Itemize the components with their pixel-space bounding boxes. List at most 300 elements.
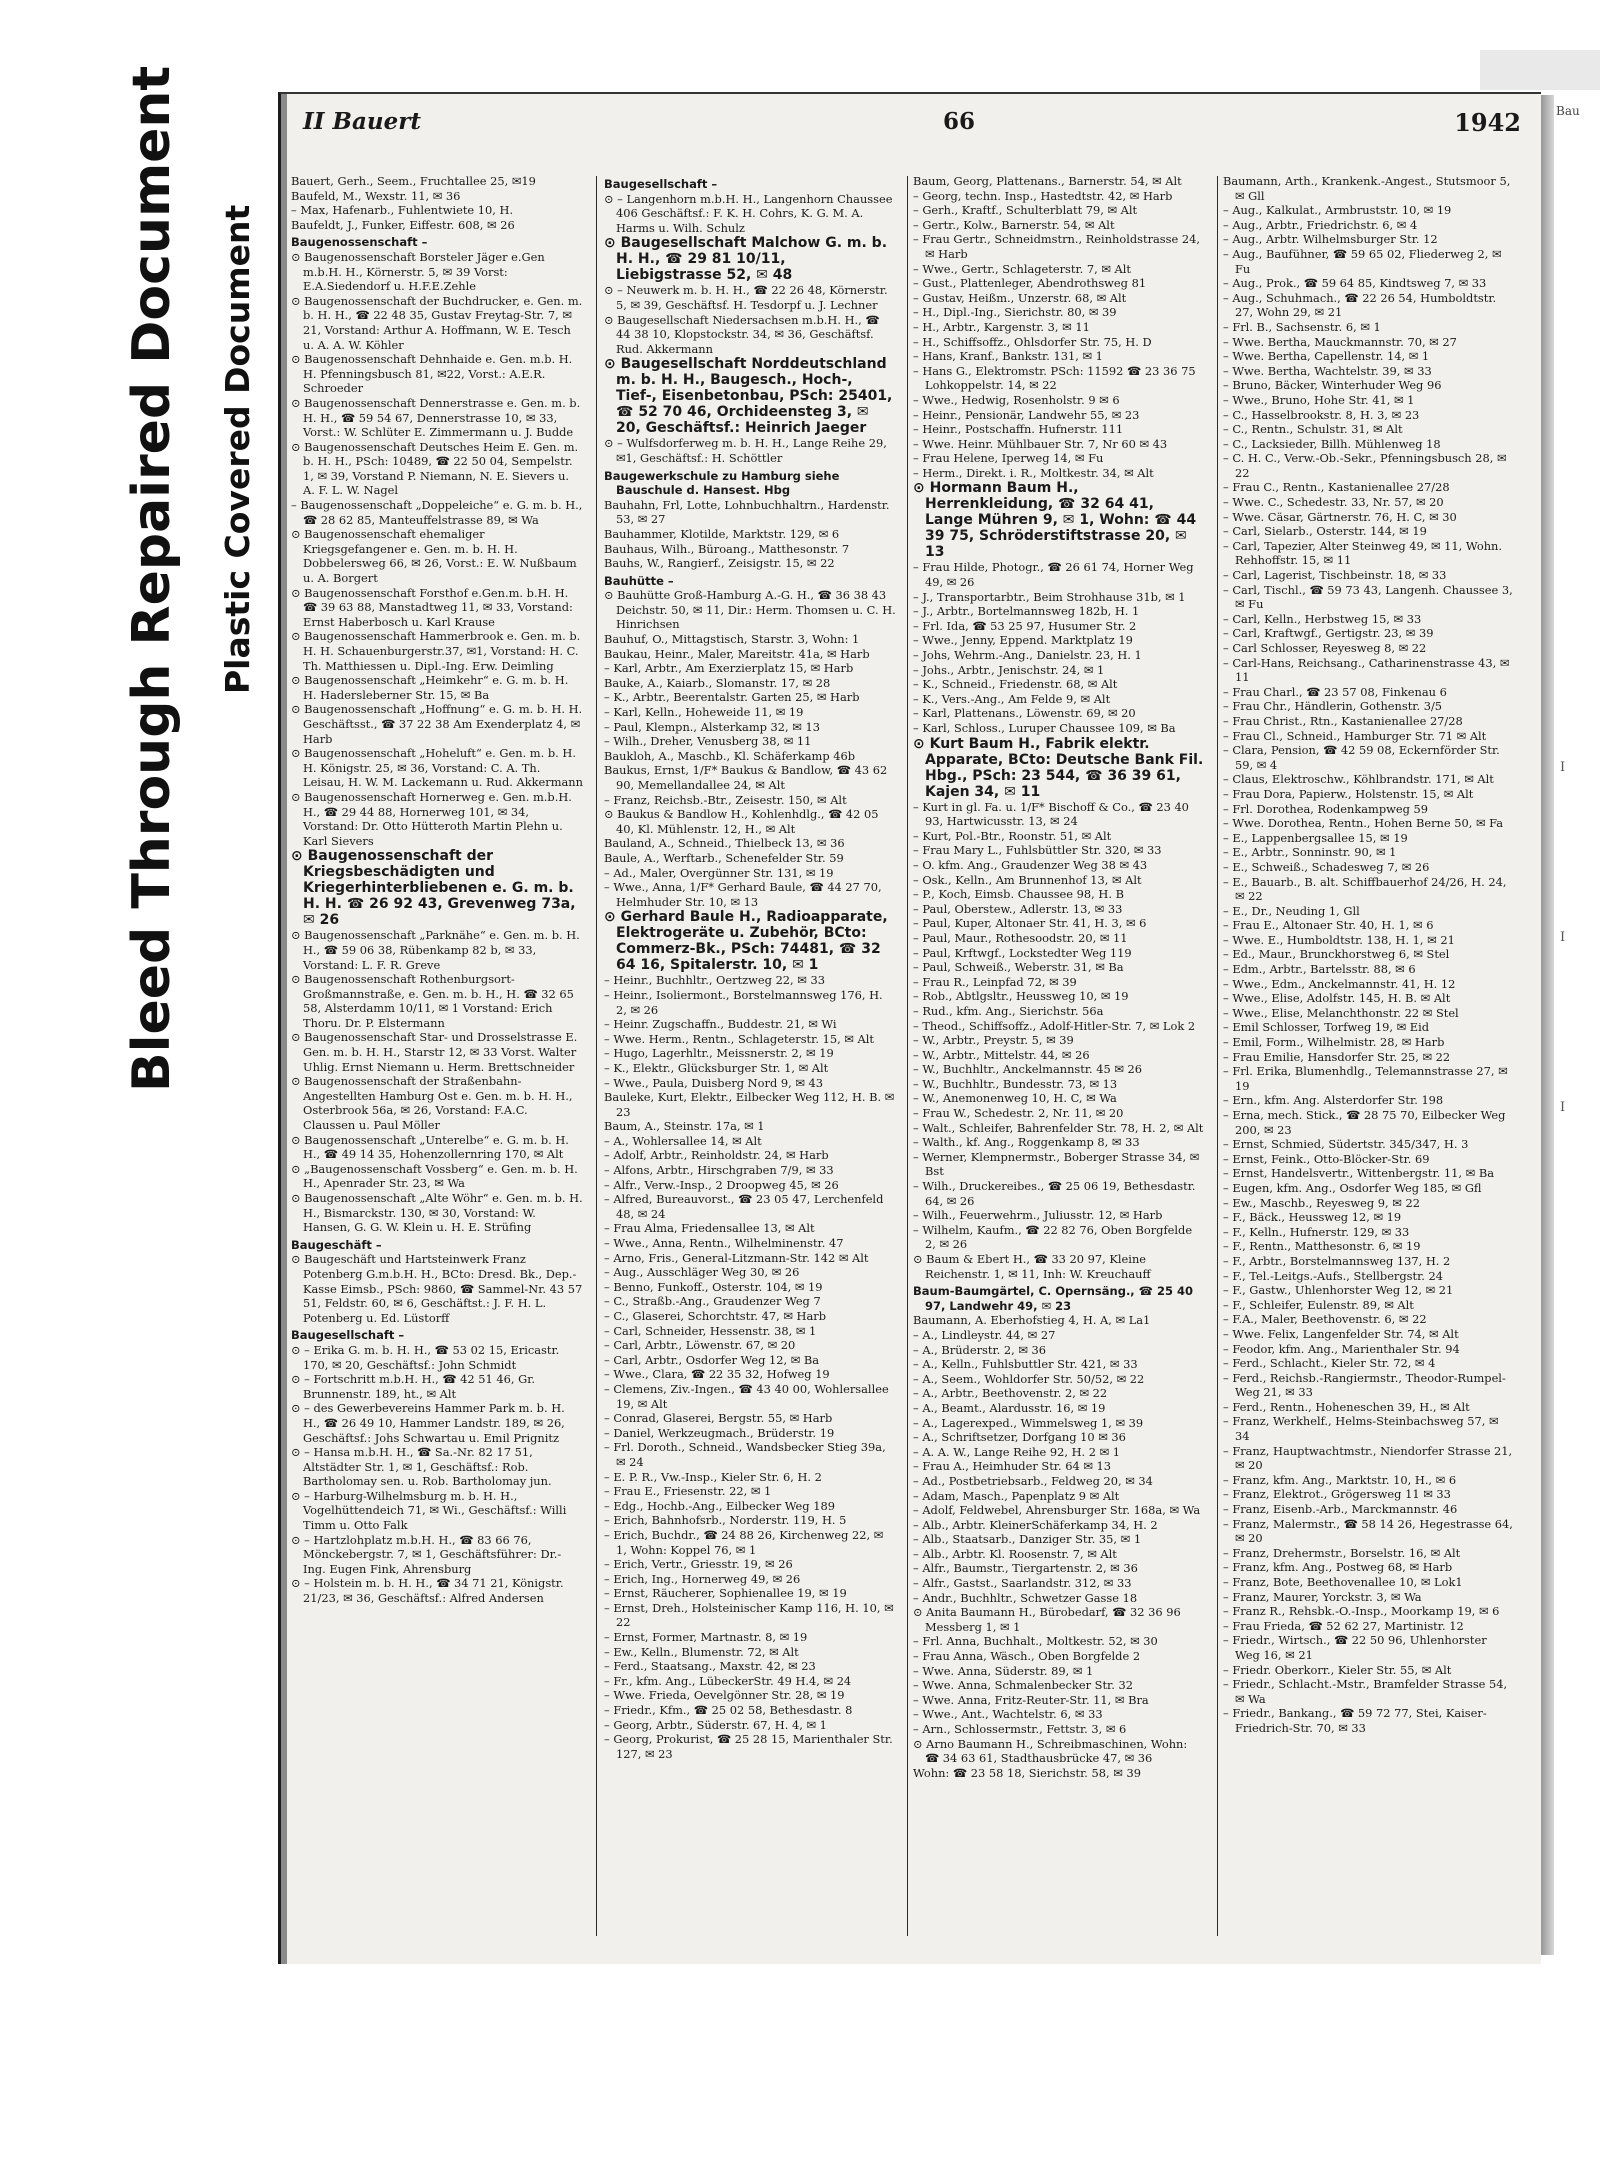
directory-entry: – W., Anemonenweg 10, H. C, ✉ Wa — [913, 1091, 1117, 1106]
directory-entry: ⊙ – des Gewerbevereins Hammer Park m. b. H. H., ☎ 26 49 10, Hammer Landstr. 189, ✉ 26, Geschäftsf.: Johs Schwartau u. Emil Prignitz — [291, 1401, 565, 1445]
directory-entry: – Wwe., Edm., Anckelmannstr. 41, H. 12 — [1223, 976, 1456, 991]
column-2 — [604, 174, 896, 1954]
directory-entry: – Carl, Tapezier, Alter Steinweg 49, ✉ 11, Wohn. Rehhoffstr. 15, ✉ 11 — [1223, 538, 1502, 568]
directory-entry: – Ew., Maschb., Reyesweg 9, ✉ 22 — [1223, 1195, 1420, 1210]
directory-entry: – Alfr., Baumstr., Tiergartenstr. 2, ✉ 36 — [913, 1561, 1138, 1576]
directory-entry: ⊙ Baugenossenschaft „Alte Wöhr“ e. Gen. m. b. H. H., Bismarckstr. 130, ✉ 30, Vorstand: W. Hansen, G. G. W. Klein u. H. E. Strüfing — [291, 1191, 583, 1235]
directory-entry: – F., Schleifer, Eulenstr. 89, ✉ Alt — [1223, 1297, 1414, 1312]
directory-entry: – Ernst, Räucherer, Sophienallee 19, ✉ 19 — [604, 1586, 847, 1601]
directory-entry: – Ew., Kelln., Blumenstr. 72, ✉ Alt — [604, 1644, 799, 1659]
directory-entry: – Wwe. Felix, Langenfelder Str. 74, ✉ Alt — [1223, 1326, 1459, 1341]
directory-entry: – Frau E., Altonaer Str. 40, H. 1, ✉ 6 — [1223, 918, 1434, 933]
directory-entry: – Carl, Kelln., Herbstweg 15, ✉ 33 — [1223, 611, 1422, 626]
directory-entry: – W., Buchhltr., Bundesstr. 73, ✉ 13 — [913, 1076, 1118, 1091]
directory-entry: – Ad., Maler, Overgünner Str. 131, ✉ 19 — [604, 865, 834, 880]
directory-entry: ⊙ Baugenossenschaft Forsthof e.Gen.m. b.H. H. ☎ 39 63 88, Manstadtweg 11, ✉ 33, Vorstand: Ernst Haberbosch u. Karl Krause — [291, 585, 573, 629]
directory-entry: – Ernst, Former, Martnastr. 8, ✉ 19 — [604, 1630, 808, 1645]
directory-entry: – Frau Emilie, Hansdorfer Str. 25, ✉ 22 — [1223, 1049, 1451, 1064]
directory-entry: – Frau Gertr., Schneidmstrn., Reinholdstrasse 24, ✉ Harb — [913, 232, 1200, 261]
directory-entry: – Friedr., Kfm., ☎ 25 02 58, Bethesdastr. 8 — [604, 1703, 853, 1718]
directory-entry: – Karl, Schloss., Luruper Chaussee 109, ✉ Ba — [913, 721, 1176, 735]
directory-entry: – W., Arbtr., Mittelstr. 44, ✉ 26 — [913, 1047, 1090, 1062]
year: 1942 — [1454, 108, 1521, 137]
directory-entry: – Georg, Prokurist, ☎ 25 28 15, Marienthaler Str. 127, ✉ 23 — [604, 1732, 893, 1761]
directory-entry: – Wwe. Anna, Fritz-Reuter-Str. 11, ✉ Bra — [913, 1692, 1149, 1707]
directory-entry: ⊙ Baugenossenschaft Borsteler Jäger e.Gen m.b.H. H., Körnerstr. 5, ✉ 39 Vorst: E.A.Siedendorf u. H.F.E.Zehle — [291, 249, 545, 294]
directory-entry: – K., Schneid., Friedenstr. 68, ✉ Alt — [913, 677, 1118, 692]
directory-entry: – Frau Christ., Rtn., Kastanienallee 27/28 — [1223, 713, 1463, 728]
directory-entry: ⊙ Anita Baumann H., Bürobedarf, ☎ 32 36 96 Messberg 1, ✉ 1 — [913, 1605, 1181, 1634]
directory-entry: – Aug., Ausschläger Weg 30, ✉ 26 — [604, 1265, 800, 1280]
directory-entry: – E., Dr., Neuding 1, Gll — [1223, 903, 1360, 918]
directory-entry: – E., Schweiß., Schadesweg 7, ✉ 26 — [1223, 859, 1430, 874]
directory-entry: ⊙ Baugenossenschaft Dennerstrasse e. Gen. m. b. H. H., ☎ 59 54 67, Dennerstrasse 10, ✉ 33, Vorst.: W. Schlüter E. Zimmermann u. J. Budde — [291, 395, 581, 440]
directory-entry: – C., Rentn., Schulstr. 31, ✉ Alt — [1223, 422, 1403, 437]
directory-entry: ⊙ Baugenossenschaft der Buchdrucker, e. Gen. m. b. H. H., ☎ 22 48 35, Gustav Freytag-Str. 7, ✉ 21, Vorstand: Arthur A. Hoffmann, W. E. Tesch u. A. A. W. Köhler — [291, 293, 583, 352]
directory-entry: – Wwe. Herm., Rentn., Schlageterstr. 15, ✉ Alt — [604, 1031, 874, 1046]
directory-entry: ⊙ Baum & Ebert H., ☎ 33 20 97, Kleine Reichenstr. 1, ✉ 11, Inh: W. Kreuchauff — [913, 1252, 1151, 1281]
directory-entry: – Frau Frieda, ☎ 52 62 27, Martinistr. 12 — [1223, 1618, 1464, 1633]
directory-entry: – Rud., kfm. Ang., Sierichstr. 56a — [913, 1003, 1104, 1018]
directory-entry: – Johs., Arbtr., Jenischstr. 24, ✉ 1 — [913, 662, 1105, 677]
directory-entry: – F., Arbtr., Borstelmannsweg 137, H. 2 — [1223, 1253, 1451, 1268]
section-heading: Baugewerkschule zu Hamburg siehe Bauschule d. Hansest. Hbg — [604, 468, 840, 498]
directory-entry: ⊙ – Hartzlohplatz m.b.H. H., ☎ 83 66 76, Mönckebergstr. 7, ✉ 1, Geschäftsführer: Dr.-Ing. Eugen Fink, Ahrensburg — [291, 1532, 562, 1576]
directory-entry: – Ferd., Staatsang., Maxstr. 42, ✉ 23 — [604, 1659, 816, 1674]
directory-entry: – Eugen, kfm. Ang., Osdorfer Weg 185, ✉ Gfl — [1223, 1180, 1482, 1195]
directory-entry: – Paul, Schweiß., Weberstr. 31, ✉ Ba — [913, 960, 1124, 975]
column-rule — [1217, 176, 1218, 1936]
directory-entry: – Franz, kfm. Ang., Marktstr. 10, H., ✉ 6 — [1223, 1472, 1457, 1487]
directory-entry: – Carl Schlosser, Reyesweg 8, ✉ 22 — [1223, 641, 1427, 655]
directory-entry: – C., Glaserei, Schorchtstr. 47, ✉ Harb — [604, 1309, 827, 1323]
directory-entry: Bauleke, Kurt, Elektr., Eilbecker Weg 112, H. B. ✉ 23 — [604, 1090, 895, 1119]
directory-entry: – Aug., Arbtr. Wilhelmsburger Str. 12 — [1223, 232, 1438, 247]
directory-entry: Bauke, A., Kaiarb., Slomanstr. 17, ✉ 28 — [604, 675, 831, 690]
directory-entry: – Wwe., Clara, ☎ 22 35 32, Hofweg 19 — [604, 1367, 830, 1382]
directory-entry: – Erna, mech. Stick., ☎ 28 75 70, Eilbecker Weg 200, ✉ 23 — [1223, 1108, 1506, 1137]
directory-entry: – Frau Dora, Papierw., Holstenstr. 15, ✉ Alt — [1223, 786, 1474, 801]
directory-entry: – Wwe. Bertha, Mauckmannstr. 70, ✉ 27 — [1223, 334, 1457, 349]
directory-entry: – Erich, Buchdr., ☎ 24 88 26, Kirchenweg 22, ✉ 1, Wohn: Koppel 76, ✉ 1 — [604, 1527, 884, 1557]
directory-entry: – Gertr., Kolw., Barnerstr. 54, ✉ Alt — [913, 217, 1115, 232]
directory-entry: Baum, Georg, Plattenans., Barnerstr. 54, ✉ Alt — [913, 174, 1182, 188]
directory-entry: – Carl, Sielarb., Osterstr. 144, ✉ 19 — [1223, 524, 1427, 539]
directory-entry: – Aug., Schuhmach., ☎ 22 26 54, Humboldtstr. 27, Wohn 29, ✉ 21 — [1223, 290, 1497, 320]
directory-entry: – Ferd., Schlacht., Kieler Str. 72, ✉ 4 — [1223, 1356, 1436, 1371]
directory-entry: – Franz, Werkhelf., Helms-Steinbachsweg 57, ✉ 34 — [1223, 1414, 1499, 1444]
directory-entry: – Theod., Schiffsoffz., Adolf-Hitler-Str. 7, ✉ Lok 2 — [913, 1018, 1196, 1033]
section-heading: Baugenossenschaft – — [291, 235, 428, 250]
directory-entry: – Franz, Elektrot., Grögersweg 11 ✉ 33 — [1223, 1487, 1451, 1502]
directory-entry: – Wwe., Jenny, Eppend. Marktplatz 19 — [913, 633, 1133, 648]
directory-entry: ⊙ Baugenossenschaft Hornerweg e. Gen. m.b.H. H., ☎ 29 44 88, Hornerweg 101, ✉ 34, Vorstand: Dr. Otto Hütteroth Martin Plehn u. Karl Sievers — [291, 789, 572, 848]
directory-entry: – Friedr. Oberkorr., Kieler Str. 55, ✉ Alt — [1223, 1662, 1452, 1677]
directory-entry: Baufeldt, J., Funker, Eiffestr. 608, ✉ 26 — [291, 217, 515, 232]
directory-entry: ⊙ Baugenossenschaft „Hoheluft“ e. Gen. m. b. H. H. Königstr. 25, ✉ 36, Vorstand: C. A. Th. Leisau, H. W. M. Lackemann u. Rud. Akkermann — [291, 746, 583, 790]
adjacent-page-mark: I — [1560, 760, 1566, 775]
directory-entry: – Heinr., Pensionär, Landwehr 55, ✉ 23 — [913, 407, 1140, 422]
directory-entry: – Franz, kfm. Ang., Postweg 68, ✉ Harb — [1223, 1560, 1453, 1575]
directory-entry: ⊙ Hormann Baum H., Herrenkleidung, ☎ 32 64 41, Lange Mühren 9, ✉ 1, Wohn: ☎ 44 39 75, Schröderstiftstrasse 20, ✉ 13 — [913, 480, 1197, 561]
directory-entry: – A. A. W., Lange Reihe 92, H. 2 ✉ 1 — [913, 1444, 1121, 1459]
section-heading: Baugeschäft – — [291, 1237, 382, 1252]
directory-entry: – K., Elektr., Glücksburger Str. 1, ✉ Alt — [604, 1060, 829, 1075]
directory-entry: – W., Arbtr., Preystr. 5, ✉ 39 — [913, 1033, 1074, 1048]
directory-entry: – Frau C., Rentn., Kastanienallee 27/28 — [1223, 480, 1450, 495]
directory-entry: ⊙ – Erika G. m. b. H. H., ☎ 53 02 15, Ericastr. 170, ✉ 20, Geschäftsf.: John Schmidt — [291, 1342, 560, 1372]
directory-page — [278, 92, 1541, 1964]
directory-entry: – Frau Hilde, Photogr., ☎ 26 61 74, Horner Weg 49, ✉ 26 — [913, 560, 1194, 590]
directory-entry: ⊙ Baugenossenschaft der Kriegsbeschädigten und Kriegerhinterbliebenen e. G. m. b. H. H. ☎ 26 92 43, Grevenweg 73a, ✉ 26 — [291, 848, 576, 929]
directory-entry: – Alfred, Bureauvorst., ☎ 23 05 47, Lerchenfeld 48, ✉ 24 — [604, 1192, 884, 1221]
directory-entry: – Frau Charl., ☎ 23 57 08, Finkenau 6 — [1223, 684, 1447, 699]
directory-entry: – Clara, Pension, ☎ 42 59 08, Eckernförder Str. 59, ✉ 4 — [1223, 743, 1500, 772]
directory-entry: – Karl, Arbtr., Am Exerzierplatz 15, ✉ Harb — [604, 661, 854, 676]
directory-entry: ⊙ Baukus & Bandlow H., Kohlenhdlg., ☎ 42 05 40, Kl. Mühlenstr. 12, H., ✉ Alt — [604, 807, 879, 836]
directory-entry: – Carl, Arbtr., Löwenstr. 67, ✉ 20 — [604, 1338, 796, 1353]
directory-entry: – Paul, Kuper, Altonaer Str. 41, H. 3, ✉ 6 — [913, 916, 1147, 931]
directory-entry: – F., Bäck., Heussweg 12, ✉ 19 — [1223, 1210, 1402, 1225]
directory-entry: ⊙ Baugenossenschaft „Unterelbe“ e. G. m. b. H. H., ☎ 49 14 35, Hohenzollernring 170, ✉ Alt — [291, 1132, 569, 1162]
directory-entry: – Emil, Form., Wilhelmistr. 28, ✉ Harb — [1223, 1035, 1445, 1050]
directory-entry: – Frau Chr., Händlerin, Gothenstr. 3/5 — [1223, 699, 1443, 714]
directory-entry: – Herm., Direkt. i. R., Moltkestr. 34, ✉ Alt — [913, 465, 1154, 480]
directory-entry: – Wwe. Heinr. Mühlbauer Str. 7, Nr 60 ✉ 43 — [913, 436, 1168, 451]
directory-entry: – Edm., Arbtr., Bartelsstr. 88, ✉ 6 — [1223, 962, 1416, 977]
directory-entry: ⊙ Baugenossenschaft der Straßenbahn-Angestellten Hamburg Ost e. Gen. m. b. H. H., Osterbrook 56a, ✉ 26, Vorstand: F.A.C. Claussen u. Paul Möller — [291, 1074, 573, 1133]
column-rule — [596, 176, 597, 1936]
directory-entry: – Franz, Eisenb.-Arb., Marckmannstr. 46 — [1223, 1502, 1458, 1517]
directory-entry: – Feodor, kfm. Ang., Marienthaler Str. 94 — [1223, 1341, 1460, 1356]
directory-entry: – P., Koch, Eimsb. Chaussee 98, H. B — [913, 887, 1124, 902]
directory-entry: – Wwe., Anna, Rentn., Wilhelminenstr. 47 — [604, 1236, 844, 1251]
directory-entry: ⊙ Baugenossenschaft „Parknähe“ e. Gen. m. b. H. H., ☎ 59 06 38, Rübenkamp 82 b, ✉ 33, Vorstand: L. F. R. Greve — [291, 928, 580, 972]
directory-entry: ⊙ – Neuwerk m. b. H. H., ☎ 22 26 48, Körnerstr. 5, ✉ 39, Geschäftsf. H. Tesdorpf u. J. Lechner — [604, 283, 888, 312]
directory-entry: – Karl, Kelln., Hoheweide 11, ✉ 19 — [604, 705, 804, 720]
directory-entry: – Frl. B., Sachsenstr. 6, ✉ 1 — [1223, 319, 1381, 334]
directory-entry: Baumann, Arth., Krankenk.-Angest., Stutsmoor 5, ✉ Gll — [1223, 174, 1511, 203]
directory-entry: – C. H. C., Verw.-Ob.-Sekr., Pfenningsbusch 28, ✉ 22 — [1223, 451, 1507, 480]
directory-entry: – Frau Mary L., Fuhlsbüttler Str. 320, ✉ 33 — [913, 843, 1162, 858]
directory-entry: – E. P. R., Vw.-Insp., Kieler Str. 6, H. 2 — [604, 1469, 822, 1484]
directory-entry: – Friedr., Bankang., ☎ 59 72 77, Stei, Kaiser-Friedrich-Str. 70, ✉ 33 — [1223, 1706, 1487, 1735]
directory-entry: – H., Arbtr., Kargenstr. 3, ✉ 11 — [913, 319, 1090, 334]
directory-entry: – Gerh., Kraftf., Schulterblatt 79, ✉ Alt — [913, 203, 1138, 218]
directory-entry: ⊙ Baugenossenschaft „Heimkehr“ e. G. m. b. H. H. Hadersleberner Str. 15, ✉ Ba — [291, 673, 569, 702]
directory-entry: Bauhuf, O., Mittagstisch, Starstr. 3, Wohn: 1 — [604, 632, 860, 647]
section-heading: Baugesellschaft – — [291, 1328, 405, 1343]
directory-entry: – C., Lacksieder, Billh. Mühlenweg 18 — [1223, 436, 1441, 451]
directory-entry: – W., Buchhltr., Anckelmannstr. 45 ✉ 26 — [913, 1062, 1143, 1077]
directory-entry: – Heinr. Zugschaffn., Buddestr. 21, ✉ Wi — [604, 1017, 837, 1032]
directory-entry: – Karl, Plattenans., Löwenstr. 69, ✉ 20 — [913, 706, 1136, 721]
directory-entry: – H., Schiffsoffz., Ohlsdorfer Str. 75, H. D — [913, 334, 1152, 349]
directory-entry: – A., Brüderstr. 2, ✉ 36 — [913, 1342, 1047, 1357]
directory-entry: – E., Bauarb., B. alt. Schiffbauerhof 24/26, H. 24, ✉ 22 — [1223, 874, 1507, 904]
directory-entry: ⊙ Baugenossenschaft Hammerbrook e. Gen. m. b. H. H. Schauenburgerstr.37, ✉1, Vorstand: H. C. Th. Matthiessen u. Dipl.-Ing. Erw. Deimling — [291, 629, 581, 673]
directory-entry: – K., Vers.-Ang., Am Felde 9, ✉ Alt — [913, 691, 1111, 706]
directory-entry: Bauhammer, Klotilde, Marktstr. 129, ✉ 6 — [604, 526, 840, 541]
directory-entry: – Wwe. Dorothea, Rentn., Hohen Berne 50, ✉ Fa — [1223, 816, 1504, 831]
directory-entry: – Friedr., Schlacht.-Mstr., Bramfelder Strasse 54, ✉ Wa — [1223, 1677, 1508, 1706]
directory-entry: – Carl, Arbtr., Osdorfer Weg 12, ✉ Ba — [604, 1352, 820, 1367]
directory-entry: – Ferd., Rentn., Hoheneschen 39, H., ✉ Alt — [1223, 1399, 1470, 1414]
directory-entry: – Alfr., Gastst., Saarlandstr. 312, ✉ 33 — [913, 1576, 1132, 1591]
directory-entry: – Arn., Schlossermstr., Fettstr. 3, ✉ 6 — [913, 1722, 1127, 1736]
directory-entry: – Frau Alma, Friedensallee 13, ✉ Alt — [604, 1221, 815, 1236]
directory-entry: – Fr., kfm. Ang., LübeckerStr. 49 H.4, ✉ 24 — [604, 1673, 852, 1688]
directory-entry: – Alb., Arbtr. KleinerSchäferkamp 34, H. 2 — [913, 1517, 1158, 1532]
section-heading: Baugesellschaft – — [604, 177, 718, 191]
directory-entry: – Franz, Reichsb.-Btr., Zeisestr. 150, ✉ Alt — [604, 792, 847, 807]
directory-entry: Bauert, Gerh., Seem., Fruchtallee 25, ✉19 — [291, 174, 536, 188]
directory-entry: – Kurt in gl. Fa. u. 1/F* Bischoff & Co., ☎ 23 40 93, Hartwicusstr. 13, ✉ 24 — [913, 799, 1189, 829]
directory-entry: – Franz, Malermstr., ☎ 58 14 26, Hegestrasse 64, ✉ 20 — [1223, 1516, 1513, 1546]
column-1 — [291, 174, 583, 1954]
directory-entry: – Frau Anna, Wäsch., Oben Borgfelde 2 — [913, 1649, 1141, 1664]
directory-entry: – Wwe., Gertr., Schlageterstr. 7, ✉ Alt — [913, 261, 1131, 276]
adjacent-page-mark: I — [1560, 1100, 1566, 1115]
directory-entry: – Ern., kfm. Ang. Alsterdorfer Str. 198 — [1223, 1093, 1444, 1108]
page-number: 66 — [943, 108, 976, 135]
directory-entry: Bauland, A., Schneid., Thielbeck 13, ✉ 36 — [604, 836, 845, 851]
directory-entry: – Erich, Ing., Hornerweg 49, ✉ 26 — [604, 1571, 801, 1586]
directory-entry: – Ernst, Feink., Otto-Blöcker-Str. 69 — [1223, 1151, 1430, 1166]
directory-entry: – Emil Schlosser, Torfweg 19, ✉ Eid — [1223, 1020, 1430, 1035]
directory-entry: ⊙ Baugenossenschaft Deutsches Heim E. Gen. m. b. H. H., PSch: 10489, ☎ 22 50 04, Sempelstr. 1, ✉ 39, Vorstand P. Niemann, N. E. Sievers u. A. F. L. W. Nagel — [291, 439, 579, 498]
directory-entry: – Gustav, Heißm., Unzerstr. 68, ✉ Alt — [913, 290, 1127, 305]
directory-entry: – Werner, Klempnermstr., Boberger Strasse 34, ✉ Bst — [913, 1149, 1200, 1179]
directory-entry: ⊙ – Langenhorn m.b.H. H., Langenhorn Chaussee 406 Geschäftsf.: F. K. H. Cohrs, K. G. M. A. Harms u. Wilh. Schulz — [604, 191, 893, 235]
directory-entry: – Rob., Abtlgsltr., Heussweg 10, ✉ 19 — [913, 989, 1129, 1004]
directory-entry: – Carl-Hans, Reichsang., Catharinenstrasse 43, ✉ 11 — [1223, 655, 1510, 685]
directory-entry: – Walth., kf. Ang., Roggenkamp 8, ✉ 33 — [913, 1135, 1140, 1150]
directory-entry: – Aug., Kalkulat., Armbruststr. 10, ✉ 19 — [1223, 203, 1452, 218]
directory-entry: – F., Rentn., Matthesonstr. 6, ✉ 19 — [1223, 1239, 1421, 1254]
directory-entry: – A., Wohlersallee 14, ✉ Alt — [604, 1133, 762, 1148]
directory-entry: – Alb., Staatsarb., Danziger Str. 35, ✉ 1 — [913, 1532, 1142, 1547]
directory-entry: – Ernst, Handelsvertr., Wittenbergstr. 11, ✉ Ba — [1223, 1166, 1494, 1181]
directory-entry: – Franz, Hauptwachtmstr., Niendorfer Strasse 21, ✉ 20 — [1223, 1443, 1513, 1473]
directory-entry: – Wwe., Elise, Melanchthonstr. 22 ✉ Stel — [1223, 1005, 1459, 1020]
directory-entry: – Wwe., Anna, 1/F* Gerhard Baule, ☎ 44 27 70, Helmhuder Str. 10, ✉ 13 — [604, 880, 882, 909]
directory-entry: – Wwe. C., Schedestr. 33, Nr. 57, ✉ 20 — [1223, 495, 1444, 510]
directory-entry: ⊙ – Harburg-Wilhelmsburg m. b. H. H., Vogelhüttendeich 71, ✉ Wi., Geschäftsf.: Willi Timm u. Otto Falk — [291, 1488, 567, 1533]
directory-entry: ⊙ Bauhütte Groß-Hamburg A.-G. H., ☎ 36 38 43 Deichstr. 50, ✉ 11, Dir.: Herm. Thomsen u. C. H. Hinrichsen — [604, 588, 896, 632]
directory-entry: – Carl, Lagerist, Tischbeinstr. 18, ✉ 33 — [1223, 568, 1447, 583]
directory-entry: – Gust., Plattenleger, Abendrothsweg 81 — [913, 276, 1147, 291]
directory-entry: – Clemens, Ziv.-Ingen., ☎ 43 40 00, Wohlersallee 19, ✉ Alt — [604, 1381, 889, 1411]
directory-entry: ⊙ Gerhard Baule H., Radioapparate, Elektrogeräte u. Zubehör, BCto: Commerz-Bk., PSch: 74481, ☎ 32 64 16, Spitalerstr. 10, ✉ 1 — [604, 909, 888, 974]
directory-entry: – Wwe., Paula, Duisberg Nord 9, ✉ 43 — [604, 1075, 824, 1090]
directory-entry: – E., Lappenbergsallee 15, ✉ 19 — [1223, 830, 1408, 845]
directory-entry: – Bruno, Bäcker, Winterhuder Weg 96 — [1223, 378, 1442, 393]
directory-entry: – A., Arbtr., Beethovenstr. 2, ✉ 22 — [913, 1386, 1108, 1401]
directory-entry: – Franz, Maurer, Yorckstr. 3, ✉ Wa — [1223, 1589, 1422, 1604]
directory-entry: – K., Arbtr., Beerentalstr. Garten 25, ✉ Harb — [604, 690, 860, 705]
directory-entry: – Wwe. Bertha, Wachtelstr. 39, ✉ 33 — [1223, 363, 1432, 378]
directory-entry: – Baugenossenschaft „Doppeleiche“ e. G. m. b. H., ☎ 28 62 85, Manteuffelstrasse 89, ✉ Wa — [291, 498, 583, 527]
label-plastic-covered: Plastic Covered Document — [218, 204, 257, 694]
directory-entry: – Frl. Anna, Buchhalt., Moltkestr. 52, ✉ 30 — [913, 1634, 1158, 1649]
directory-entry: – Wilhelm, Kaufm., ☎ 22 82 76, Oben Borgfelde 2, ✉ 26 — [913, 1222, 1193, 1252]
directory-entry: Baukloh, A., Maschb., Kl. Schäferkamp 46b — [604, 748, 856, 763]
directory-entry: – Aug., Baufühner, ☎ 59 65 02, Fliederweg 2, ✉ Fu — [1223, 246, 1502, 276]
directory-entry: – Claus, Elektroschw., Köhlbrandstr. 171, ✉ Alt — [1223, 772, 1494, 787]
directory-entry: – Frau A., Heimhuder Str. 64 ✉ 13 — [913, 1459, 1111, 1474]
directory-entry: – Wilh., Feuerwehrm., Juliusstr. 12, ✉ Harb — [913, 1208, 1163, 1223]
directory-entry: – F.A., Maler, Beethovenstr. 6, ✉ 22 — [1223, 1312, 1427, 1327]
directory-entry: – Friedr., Wirtsch., ☎ 22 50 96, Uhlenhorster Weg 16, ✉ 21 — [1223, 1633, 1487, 1662]
directory-entry: ⊙ – Wulfsdorferweg m. b. H. H., Lange Reihe 29, ✉1, Geschäftsf.: H. Schöttler — [604, 436, 887, 465]
directory-entry: – Aug., Arbtr., Friedrichstr. 6, ✉ 4 — [1223, 217, 1418, 232]
directory-entry: – Benno, Funkoff., Osterstr. 104, ✉ 19 — [604, 1279, 823, 1294]
directory-entry: – Aug., Prok., ☎ 59 64 85, Kindtsweg 7, ✉ 33 — [1223, 276, 1487, 291]
directory-entry: – Paul, Oberstew., Adlerstr. 13, ✉ 33 — [913, 901, 1123, 916]
directory-entry: – Ernst, Schmied, Südertstr. 345/347, H. 3 — [1223, 1137, 1469, 1152]
directory-entry: – Carl, Tischl., ☎ 59 73 43, Langenh. Chaussee 3, ✉ Fu — [1223, 582, 1513, 612]
directory-entry: ⊙ Kurt Baum H., Fabrik elektr. Apparate, BCto: Deutsche Bank Fil. Hbg., PSch: 23 544, ☎ 36 39 61, Kajen 34, ✉ 11 — [913, 735, 1204, 800]
directory-entry: – Ed., Maur., Brunckhorstweg 6, ✉ Stel — [1223, 947, 1450, 962]
directory-entry: ⊙ Baugenossenschaft „Hoffnung“ e. G. m. b. H. H. Geschäftsst., ☎ 37 22 38 Am Exenderplatz 4, ✉ Harb — [291, 702, 583, 746]
directory-entry: – Frl. Dorothea, Rodenkampweg 59 — [1223, 801, 1429, 816]
directory-entry: – Adam, Masch., Papenplatz 9 ✉ Alt — [913, 1488, 1120, 1503]
directory-entry: – Paul, Krftwgf., Lockstedter Weg 119 — [913, 945, 1132, 960]
directory-entry: – Alfr., Verw.-Insp., 2 Droopweg 45, ✉ 26 — [604, 1177, 839, 1192]
section-heading: Baum-Baumgärtel, C. Opernsäng., ☎ 25 40 97, Landwehr 49, ✉ 23 — [913, 1284, 1194, 1313]
directory-entry: – Wwe., Ant., Wachtelstr. 6, ✉ 33 — [913, 1707, 1103, 1722]
directory-entry: – Georg, Arbtr., Süderstr. 67, H. 4, ✉ 1 — [604, 1717, 827, 1732]
directory-entry: – Alb., Arbtr. Kl. Roosenstr. 7, ✉ Alt — [913, 1546, 1117, 1561]
adjacent-page-mark: I — [1560, 930, 1566, 945]
section-title: II Bauert — [303, 108, 421, 135]
directory-entry: Bauhahn, Frl, Lotte, Lohnbuchhaltrn., Hardenstr. 53, ✉ 27 — [604, 497, 890, 527]
adjacent-page-strip — [1480, 50, 1600, 90]
directory-entry: – Wwe. E., Humboldtstr. 138, H. 1, ✉ 21 — [1223, 932, 1455, 947]
directory-entry: – Walt., Schleifer, Bahrenfelder Str. 78, H. 2, ✉ Alt — [913, 1120, 1204, 1135]
section-heading: Bauhütte – — [604, 573, 674, 588]
directory-entry: – Paul, Klempn., Alsterkamp 32, ✉ 13 — [604, 719, 820, 734]
directory-entry: – Wwe., Hedwig, Rosenholstr. 9 ✉ 6 — [913, 392, 1120, 407]
directory-entry: ⊙ Baugenossenschaft Rothenburgsort-Großmannstraße, e. Gen. m. b. H., H. ☎ 32 65 58, Alsterdamm 10/11, ✉ 1 Vorstand: Erich Thoru. Dr. P. Elstermann — [291, 972, 574, 1030]
directory-entry: – Wilh., Dreher, Venusberg 38, ✉ 11 — [604, 734, 812, 749]
adjacent-page-header: Bau — [1556, 104, 1580, 118]
directory-entry: Baukus, Ernst, 1/F* Baukus & Bandlow, ☎ 43 62 90, Memellandallee 24, ✉ Alt — [604, 763, 888, 792]
directory-entry: – Heinr., Isoliermont., Borstelmannsweg 176, H. 2, ✉ 26 — [604, 987, 883, 1017]
directory-entry: Baufeld, M., Wexstr. 11, ✉ 36 — [291, 188, 461, 203]
column-3 — [913, 174, 1205, 1954]
directory-entry: – Hugo, Lagerhltr., Meissnerstr. 2, ✉ 19 — [604, 1046, 834, 1061]
directory-entry: – Arno, Fris., General-Litzmann-Str. 142 ✉ Alt — [604, 1250, 869, 1265]
directory-entry: – F., Tel.-Leitgs.-Aufs., Stellbergstr. 24 — [1223, 1268, 1444, 1283]
directory-entry: ⊙ Arno Baumann H., Schreibmaschinen, Wohn: ☎ 34 63 61, Stadthausbrücke 47, ✉ 36 — [913, 1736, 1188, 1766]
directory-entry: – Franz, Drehermstr., Borselstr. 16, ✉ Alt — [1223, 1545, 1461, 1560]
directory-entry: – Frau E., Friesenstr. 22, ✉ 1 — [604, 1484, 772, 1499]
directory-entry: ⊙ Baugesellschaft Norddeutschland m. b. H. H., Baugesch., Hoch-, Tief-, Eisenbetonbau, PSch: 25401, ☎ 52 70 46, Orchideensteg 3, ✉ 20, Geschäftsf.: Heinrich Jaeger — [604, 356, 893, 437]
directory-entry: – Daniel, Werkzeugmach., Brüderstr. 19 — [604, 1425, 835, 1440]
directory-entry: – H., Dipl.-Ing., Sierichstr. 80, ✉ 39 — [913, 305, 1117, 320]
directory-entry: – E., Arbtr., Sonninstr. 90, ✉ 1 — [1223, 845, 1397, 860]
directory-entry: – Frau Cl., Schneid., Hamburger Str. 71 ✉ Alt — [1223, 728, 1487, 743]
directory-entry: – A., Schriftsetzer, Dorfgang 10 ✉ 36 — [913, 1430, 1126, 1445]
directory-entry: ⊙ Baugesellschaft Malchow G. m. b. H. H., ☎ 29 81 10/11, Liebigstrasse 52, ✉ 48 — [604, 235, 888, 284]
directory-entry: ⊙ Baugesellschaft Niedersachsen m.b.H. H., ☎ 44 38 10, Klopstockstr. 34, ✉ 36, Geschäftsf. Rud. Akkermann — [604, 312, 880, 356]
directory-entry: – Wwe., Elise, Adolfstr. 145, H. B. ✉ Alt — [1223, 991, 1451, 1006]
directory-entry: – Wwe. Anna, Schmalenbecker Str. 32 — [913, 1678, 1133, 1693]
page-header — [303, 108, 1533, 146]
directory-entry: Baule, A., Werftarb., Schenefelder Str. 59 — [604, 850, 844, 865]
directory-entry: – Ernst, Dreh., Holsteinischer Kamp 116, H. 10, ✉ 22 — [604, 1600, 894, 1630]
directory-entry: – Georg, techn. Insp., Hastedtstr. 42, ✉ Harb — [913, 188, 1173, 203]
directory-entry: – Heinr., Postschaffn. Hufnerstr. 111 — [913, 422, 1124, 437]
directory-entry: Baumann, A. Eberhofstieg 4, H. A, ✉ La1 — [913, 1313, 1151, 1328]
directory-entry: – Frl. Doroth., Schneid., Wandsbecker Stieg 39a, ✉ 24 — [604, 1440, 886, 1469]
directory-entry: ⊙ – Fortschritt m.b.H. H., ☎ 42 51 46, Gr. Brunnenstr. 189, ht., ✉ Alt — [291, 1372, 536, 1401]
directory-entry: – Wilh., Druckereibes., ☎ 25 06 19, Bethesdastr. 64, ✉ 26 — [913, 1179, 1196, 1208]
directory-entry: – Carl, Kraftwgf., Gertigstr. 23, ✉ 39 — [1223, 626, 1434, 641]
directory-entry: – Franz, Bote, Beethovenallee 10, ✉ Lok1 — [1223, 1575, 1463, 1589]
directory-entry: – F., Gastw., Uhlenhorster Weg 12, ✉ 21 — [1223, 1283, 1454, 1298]
directory-entry: – Kurt, Pol.-Btr., Roonstr. 51, ✉ Alt — [913, 828, 1112, 843]
directory-entry: – Heinr., Buchhltr., Oertzweg 22, ✉ 33 — [604, 973, 825, 988]
directory-entry: – Wwe. Frieda, Oevelgönner Str. 28, ✉ 19 — [604, 1688, 845, 1703]
directory-entry: ⊙ – Hansa m.b.H. H., ☎ Sa.-Nr. 82 17 51, Altstädter Str. 1, ✉ 1, Geschäftsf.: Rob. Bartholomay sen. u. Rob. Bartholomay jun. — [291, 1445, 552, 1489]
directory-entry: – Andr., Buchhltr., Schwetzer Gasse 18 — [913, 1590, 1138, 1605]
directory-entry: – C., Straßb.-Ang., Graudenzer Weg 7 — [604, 1294, 821, 1309]
directory-entry: – Adolf, Arbtr., Reinholdstr. 24, ✉ Harb — [604, 1148, 829, 1163]
directory-entry: – O. kfm. Ang., Graudenzer Weg 38 ✉ 43 — [913, 857, 1148, 872]
directory-entry: – Hans G., Elektromstr. PSch: 11592 ☎ 23 36 75 Lohkoppelstr. 14, ✉ 22 — [913, 363, 1196, 393]
directory-entry: – Carl, Schneider, Hessenstr. 38, ✉ 1 — [604, 1323, 817, 1338]
column-rule — [907, 176, 908, 1936]
directory-entry: ⊙ Baugenossenschaft Dehnhaide e. Gen. m.b. H. H. Pfenningsbusch 81, ✉22, Vorst.: A.E.R. Schroeder — [291, 352, 573, 396]
directory-entry: Baukau, Heinr., Maler, Mareitstr. 41a, ✉ Harb — [604, 646, 870, 661]
directory-entry: – Max, Hafenarb., Fuhlentwiete 10, H. — [291, 203, 514, 218]
directory-entry: – Paul, Maur., Rothesoodstr. 20, ✉ 11 — [913, 930, 1128, 945]
directory-entry: – Wwe., Bruno, Hohe Str. 41, ✉ 1 — [1223, 392, 1415, 407]
directory-entry: – A., Lagerexped., Wimmelsweg 1, ✉ 39 — [913, 1415, 1144, 1430]
directory-entry: – Edg., Hochb.-Ang., Eilbecker Weg 189 — [604, 1498, 835, 1513]
directory-entry: ⊙ – Holstein m. b. H. H., ☎ 34 71 21, Königstr. 21/23, ✉ 36, Geschäftsf.: Alfred Andersen — [291, 1576, 564, 1606]
directory-entry: – Frl. Erika, Blumenhdlg., Telemannstrasse 27, ✉ 19 — [1223, 1064, 1508, 1093]
directory-entry: ⊙ „Baugenossenschaft Vossberg“ e. Gen. m. b. H. H., Apenrader Str. 23, ✉ Wa — [291, 1161, 578, 1191]
directory-entry: – Ad., Postbetriebsarb., Feldweg 20, ✉ 34 — [913, 1473, 1153, 1488]
directory-entry: – Frau Helene, Iperweg 14, ✉ Fu — [913, 451, 1104, 466]
directory-entry: – Wwe. Bertha, Capellenstr. 14, ✉ 1 — [1223, 349, 1430, 364]
directory-entry: – Wwe. Anna, Süderstr. 89, ✉ 1 — [913, 1663, 1094, 1678]
directory-entry: – Erich, Bahnhofsrb., Norderstr. 119, H. 5 — [604, 1513, 847, 1528]
directory-entry: – C., Hasselbrookstr. 8, H. 3, ✉ 23 — [1223, 407, 1420, 422]
column-4 — [1223, 174, 1515, 1954]
directory-entry: ⊙ Baugenossenschaft ehemaliger Kriegsgefangener e. Gen. m. b. H. H. Dobbelersweg 66, ✉ 26, Vorst.: E. W. Nußbaum u. A. Borgert — [291, 527, 577, 586]
directory-entry: – Franz R., Rehsbk.-O.-Insp., Moorkamp 19, ✉ 6 — [1223, 1604, 1500, 1619]
directory-entry: Wohn: ☎ 23 58 18, Sierichstr. 58, ✉ 39 — [913, 1765, 1141, 1780]
directory-entry: Bauhs, W., Rangierf., Zeisigstr. 15, ✉ 22 — [604, 556, 835, 571]
directory-entry: – Frau R., Leinpfad 72, ✉ 39 — [913, 974, 1077, 989]
label-bleed-through-repaired: Bleed Through Repaired Document — [122, 65, 182, 1092]
directory-entry: – F., Kelln., Hufnerstr. 129, ✉ 33 — [1223, 1224, 1410, 1239]
directory-entry: – Osk., Kelln., Am Brunnenhof 13, ✉ Alt — [913, 872, 1142, 887]
directory-entry: – Erich, Vertr., Griesstr. 19, ✉ 26 — [604, 1557, 793, 1572]
directory-entry: – A., Seem., Wohldorfer Str. 50/52, ✉ 22 — [913, 1371, 1145, 1386]
directory-entry: – Frl. Ida, ☎ 53 25 97, Husumer Str. 2 — [913, 618, 1137, 633]
directory-entry: – Hans, Kranf., Bankstr. 131, ✉ 1 — [913, 349, 1103, 364]
directory-entry: – A., Beamt., Alardusstr. 16, ✉ 19 — [913, 1400, 1106, 1415]
directory-entry: Baum, A., Steinstr. 17a, ✉ 1 — [604, 1119, 765, 1134]
directory-entry: – A., Lindleystr. 44, ✉ 27 — [913, 1327, 1056, 1342]
directory-entry: – A., Kelln., Fuhlsbuttler Str. 421, ✉ 33 — [913, 1357, 1138, 1372]
